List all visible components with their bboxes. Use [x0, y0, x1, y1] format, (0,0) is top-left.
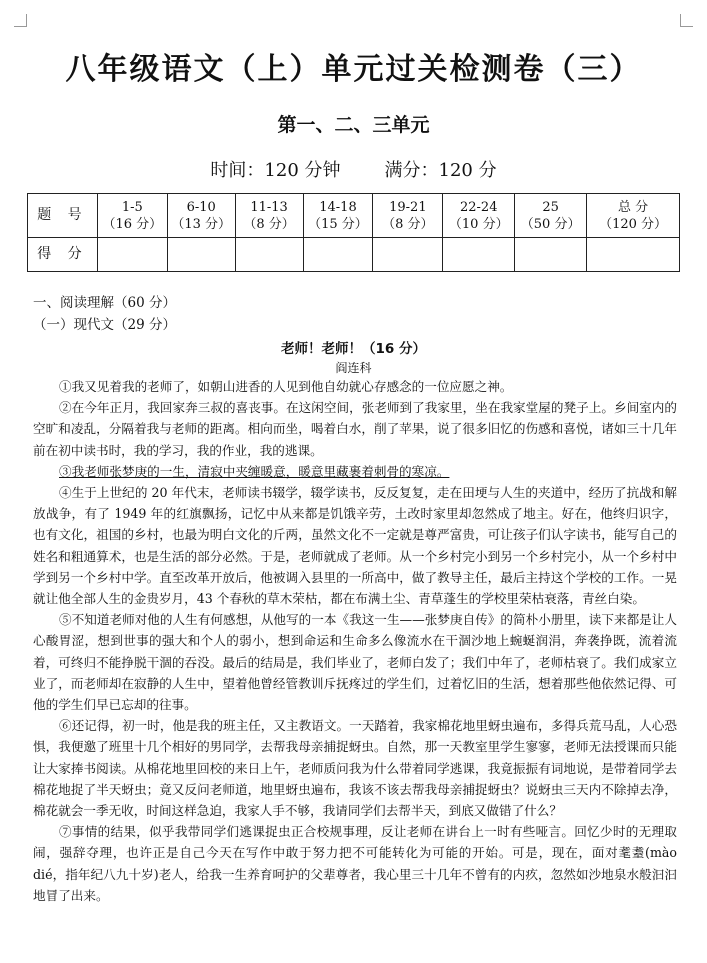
- paragraph: ②在今年正月，我回家奔三叔的喜丧事。在这闲空间，张老师到了我家里，坐在我家堂屋的凳子上。乡间室内的空旷和凌乱，分隔着我与老师的距离。相向而坐，喝着白水，削了苹果，说了很多旧忆的伤感和喜悦，诸如三十几年前在初中读书时，我的学习，我的作业，我的逃课。: [33, 400, 677, 458]
- paragraph-underlined: ③我老师张梦庚的一生，清寂中夹缠暖意，暖意里藏裹着刺骨的寒凉。: [59, 463, 450, 479]
- score-cell[interactable]: [373, 238, 443, 272]
- score-cell[interactable]: [97, 238, 167, 272]
- score-cell[interactable]: [515, 238, 587, 272]
- column-header: 22-24 （10 分）: [443, 194, 515, 238]
- article-author: 阎连科: [335, 361, 372, 375]
- paragraph: ⑤不知道老师对他的人生有何感想，从他写的一本《我这一生——张梦庚自传》的简朴小册里，读下来都是让人心酸胃涩，想到世事的强大和个人的弱小，想到命运和生命多么像流水在干涸沙地上蜿蜒润涓，奔袭挣既，流着流着，可终归不能挣脱干涸的吞没。最后的结局是，我们毕业了，老师白发了；我们中年了，老师枯衰了。我们成家立业了，而老师却在寂静的人生中，望着他曾经管教训斥抚疼过的学生们，过着忆旧的生活，想着那些他依然记得、可他的学生们早已忘却的往事。: [33, 612, 677, 713]
- paragraph: ⑥还记得，初一时，他是我的班主任，又主教语文。一天踏着，我家棉花地里蚜虫遍布，多得兵荒马乱，人心恐惧，我便邀了班里十几个相好的男同学，去帮我母亲捕捉蚜虫。自然，那一天教室里学生寥寥，老师无法授课而只能让大家捧书阅读。从棉花地里回校的来日上午，老师质问我为什么带着同学逃课，我竟振振有词地说，是带着同学去棉花地捉了半天蚜虫；竟又反问老师道，地里蚜虫遍布，我该不该去帮我母亲捕捉蚜虫？说蚜虫三天内不除掉去净，棉花就会一季无收，时间这样急迫，我家人手不够，我请同学们去帮半天，到底又做错了什么？: [33, 718, 677, 819]
- time-limit: 时间：120 分钟: [210, 160, 341, 181]
- column-header: 25 （50 分）: [515, 194, 587, 238]
- page-corner-mark: [680, 14, 693, 27]
- row-label-score: 得 分: [28, 238, 98, 272]
- score-cell[interactable]: [235, 238, 303, 272]
- article-title: 老师！老师！（16 分）: [281, 341, 426, 357]
- column-header: 6-10 （13 分）: [167, 194, 235, 238]
- section-heading: 一、阅读理解（60 分）: [33, 295, 176, 311]
- column-header: 1-5 （16 分）: [97, 194, 167, 238]
- column-header: 19-21 （8 分）: [373, 194, 443, 238]
- article-body: [33, 376, 677, 906]
- score-cell[interactable]: [303, 238, 373, 272]
- row-label-question: 题 号: [28, 194, 98, 238]
- subsection-heading: （一）现代文（29 分）: [33, 317, 176, 333]
- exam-subtitle: 第一、二、三单元: [277, 114, 430, 136]
- paragraph: ①我又见着我的老师了，如朝山进香的人见到他自幼就心存感念的一位应愿之神。: [59, 379, 513, 394]
- column-header: 14-18 （15 分）: [303, 194, 373, 238]
- score-cell[interactable]: [443, 238, 515, 272]
- score-table: [27, 193, 680, 272]
- score-row: [28, 238, 680, 272]
- full-score: 满分：120 分: [384, 160, 497, 181]
- question-number-row: [28, 194, 680, 238]
- column-header-total: 总 分 （120 分）: [587, 194, 680, 238]
- score-cell[interactable]: [587, 238, 680, 272]
- score-cell[interactable]: [167, 238, 235, 272]
- page-corner-mark: [14, 14, 27, 27]
- exam-title: 八年级语文（上）单元过关检测卷（三）: [65, 52, 642, 87]
- exam-time-info: [0, 156, 707, 182]
- paragraph: ⑦事情的结果，似乎我带同学们逃课捉虫正合校规事理，反让老师在讲台上一时有些哑言。回忆少时的无理取闹，强辞夺理，也许正是自己今天在写作中敢于努力把不可能转化为可能的开始。可是，现在，面对耄耋(mào dié，指年纪八九十岁)老人，给我一生养育呵护的父辈尊者，我心里三十几年不曾有的内疚，忽然如沙地泉水般汩汩地冒了出来。: [33, 824, 677, 903]
- paragraph: ④生于上世纪的 20 年代末，老师读书辍学，辍学读书，反反复复，走在田埂与人生的夹道中，经历了抗战和解放战争，有了 1949 年的红旗飘扬，记忆中从来都是饥饿辛劳，土改时家里却忽然成了地主。好在，他终归识字，也有文化，祖国的乡村，也最为明白文化的斤两，虽然文化不一定就是尊严富贵，可让孩子们认字读书，能写自己的姓名和粗通算术，也是生活的部分必然。于是，老师就成了老师。从一个乡村完小到另一个乡村完小，从一个乡村中学到另一个乡村中学。直至改革开放后，他被调入县里的一所高中，做了教导主任，最后主持这个学校的工作。一晃就让他全部人生的金贵岁月，43 个春秋的草木荣枯，都在布满土尘、青草蓬生的学校里荣枯衰落，青丝白染。: [33, 485, 677, 607]
- column-header: 11-13 （8 分）: [235, 194, 303, 238]
